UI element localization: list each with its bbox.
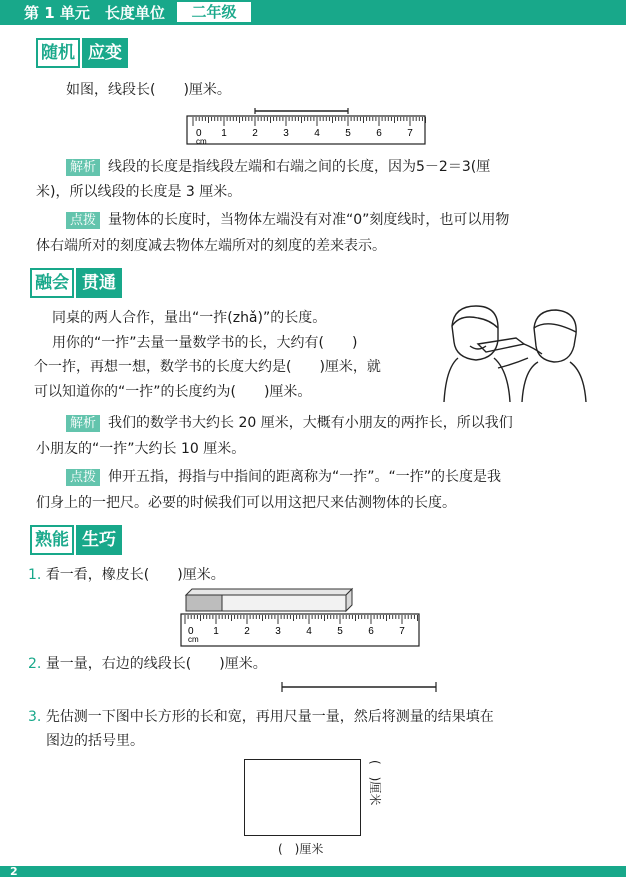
analysis-tag: 解析 xyxy=(66,415,100,432)
example-question: 如图，线段长( )厘米。 xyxy=(66,82,231,98)
tip-2-text: 伸开五指，拇指与中指间的距离称为“一拃”。“一拃”的长度是我 xyxy=(108,469,502,485)
unit-title: 第 1 单元 长度单位 xyxy=(24,4,165,22)
tip-2-line-1 xyxy=(66,467,501,488)
ruler-label: 2 xyxy=(244,626,250,637)
exercise-number: 1. xyxy=(28,567,42,583)
ruler-label: 5 xyxy=(345,128,351,139)
exercise-3-line-2: 图边的括号里。 xyxy=(46,733,144,749)
exercise-3-text: 先估测一下图中长方形的长和宽，再用尺量一量，然后将测量的结果填在 xyxy=(45,709,494,725)
activity-line-1: 同桌的两人合作，量出“一拃(zhǎ)”的长度。 xyxy=(52,310,327,326)
section-heading-part-a: 熟能 xyxy=(30,525,74,555)
section-heading-part-b: 贯通 xyxy=(76,268,122,298)
ruler-label: 6 xyxy=(376,128,382,139)
page-number: 2 xyxy=(10,865,18,878)
section-heading-part-a: 随机 xyxy=(36,38,80,68)
activity-line-4: 可以知道你的“一拃”的长度约为( )厘米。 xyxy=(34,384,312,400)
tip-tag: 点拨 xyxy=(66,469,100,486)
ruler-label: 7 xyxy=(399,626,405,637)
ruler-label: 4 xyxy=(314,128,320,139)
section-heading-2 xyxy=(30,268,122,298)
exercise-2 xyxy=(28,654,267,674)
ruler-label: 7 xyxy=(407,128,413,139)
ruler-label: 0 xyxy=(196,128,202,139)
analysis-2-text: 我们的数学书大约长 20 厘米，大概有小朋友的两拃长，所以我们 xyxy=(108,415,513,431)
analysis-2-line-1 xyxy=(66,413,513,434)
exercise-1 xyxy=(28,565,225,585)
ruler-label: 5 xyxy=(337,626,343,637)
tip-1-line-2: 体右端所对的刻度减去物体左端所对的刻度的差来表示。 xyxy=(36,238,386,254)
exercise-number: 3. xyxy=(28,709,42,725)
ruler-label: 3 xyxy=(275,626,281,637)
ruler-label: 3 xyxy=(283,128,289,139)
rectangle-width-label: ( )厘米 xyxy=(278,842,324,856)
ruler-2 xyxy=(180,613,420,647)
tip-2-line-2: 们身上的一把尺。必要的时候我们可以用这把尺来估测物体的长度。 xyxy=(36,495,456,511)
section-heading-part-b: 应变 xyxy=(82,38,128,68)
rectangle-to-measure xyxy=(244,759,361,836)
section-heading-part-a: 融会 xyxy=(30,268,74,298)
ruler-label: 0 xyxy=(188,626,194,637)
exercise-2-text: 量一量，右边的线段长( )厘米。 xyxy=(45,656,267,672)
activity-line-3: 个一拃，再想一想，数学书的长度大约是( )厘米，就 xyxy=(34,359,381,375)
analysis-tag: 解析 xyxy=(66,159,100,176)
footer-bar xyxy=(0,866,626,877)
section-heading-1 xyxy=(36,38,128,68)
ruler-1 xyxy=(186,107,426,145)
rectangle-height-label: ( )厘米 xyxy=(368,760,382,806)
eraser xyxy=(184,587,354,613)
ruler-unit: cm xyxy=(188,635,199,644)
grade-label: 二年级 xyxy=(175,0,253,24)
exercise-3-line-1 xyxy=(28,707,494,727)
ruler-label: 4 xyxy=(306,626,312,637)
ruler-unit: cm xyxy=(196,137,207,145)
ruler-label: 6 xyxy=(368,626,374,637)
tip-1-line-1 xyxy=(66,210,509,231)
analysis-1-line-1 xyxy=(66,157,490,178)
section-heading-3 xyxy=(30,525,122,555)
ruler-label: 1 xyxy=(221,128,227,139)
exercise-number: 2. xyxy=(28,656,42,672)
tip-tag: 点拨 xyxy=(66,212,100,229)
section-heading-part-b: 生巧 xyxy=(76,525,122,555)
ruler-label: 1 xyxy=(213,626,219,637)
ruler-label: 2 xyxy=(252,128,258,139)
children-measuring-illustration xyxy=(438,298,588,404)
tip-1-text: 量物体的长度时，当物体左端没有对准“0”刻度线时，也可以用物 xyxy=(108,212,510,228)
exercise-1-text: 看一看，橡皮长( )厘米。 xyxy=(45,567,225,583)
activity-line-2: 用你的“一拃”去量一量数学书的长，大约有( ) xyxy=(52,335,358,351)
analysis-2-line-2: 小朋友的“一拃”大约长 10 厘米。 xyxy=(36,441,246,457)
analysis-1-text: 线段的长度是指线段左端和右端之间的长度，因为5－2＝3(厘 xyxy=(108,159,491,175)
analysis-1-line-2: 米)，所以线段的长度是 3 厘米。 xyxy=(36,184,242,200)
segment-to-measure xyxy=(278,681,440,693)
